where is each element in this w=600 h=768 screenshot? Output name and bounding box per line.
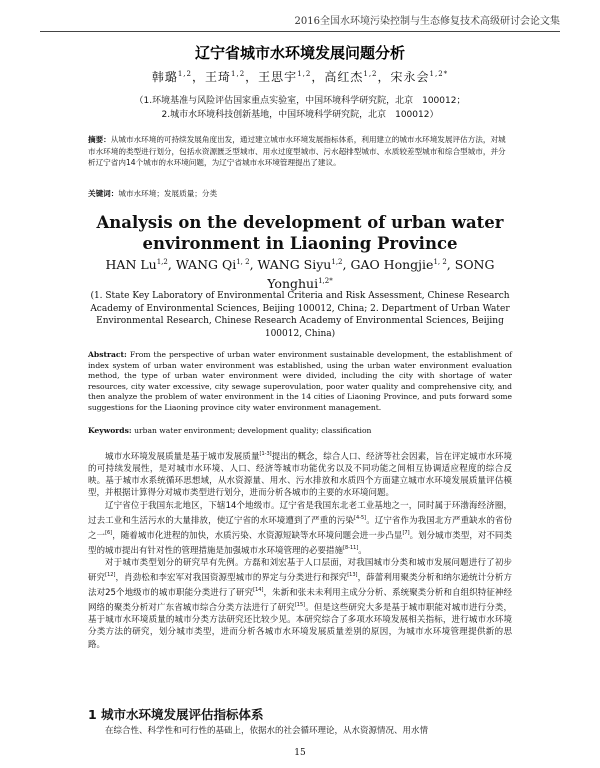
text-run: 在综合性、科学性和可行性的基础上，依据水的社会循环理论，从水资源情况、用水情: [105, 726, 429, 736]
author-name: 宋永会: [390, 70, 430, 84]
author-name: WANG Qi: [175, 257, 237, 273]
text-run: 对于城市类型划分的研究早有先例。方磊和刘宏基于人口层面，对我国城市分类和城市发展问题进行了初步研究: [88, 557, 512, 583]
body-paragraph: [88, 557, 512, 651]
author-affiliation-marker: 1,2*: [429, 70, 449, 78]
author-affiliation-marker: 1,2: [231, 70, 246, 78]
body-paragraph: [88, 725, 512, 737]
author-separator: ,: [446, 257, 455, 273]
author-separator: ,: [249, 257, 258, 273]
section-heading: 1 城市水环境发展评估指标体系: [88, 707, 264, 722]
running-header: 2016全国水环境污染控制与生态修复技术高级研讨会论文集: [40, 12, 560, 32]
text-run: ，薛蕾利用聚类分析和纳尔逊统计分析方法对25个地级市的城市职能分类进行了研究: [88, 572, 512, 598]
text-run: ，随着城市化进程的加快，水质污染、水资源短缺等水环境问题会进一步凸显: [112, 530, 403, 541]
english-title: Analysis on the development of urban water environment in Liaoning Province: [96, 213, 504, 253]
author-name: 韩璐: [151, 70, 178, 84]
english-authors: [96, 254, 504, 292]
citation-marker: [1-3]: [259, 451, 272, 457]
citation-marker: [12]: [105, 572, 116, 579]
author-affiliation-marker: 1,2: [177, 70, 192, 78]
author-separator: ，: [311, 70, 325, 84]
author-separator: ，: [191, 70, 205, 84]
text-run: 提出的概念，综合人口、经济等社会因素，旨在评定城市水环境的可持续发展性，是对城市水环境、人口、经济等城市功能优劣以及不同功能之间相互协调适应程度的综合反映。基于城市水系统循环思想域，从水资源量、用水、污水排放和水质四个方面建立城市水环境发展质量评估模型，并根据计算得分对城市类型进行划分，进而分析各城市的主要的水环境问题。: [88, 451, 512, 499]
body-paragraph: [88, 448, 512, 500]
text-run: 。但是这些研究大多是基于城市职能对城市进行分类，基于城市水环境质量的城市分类方法研究还比较少见。本研究综合了多项水环境发展相关指标，进行城市水环境分类方法的研究，划分城市类型，进而分析各城市水环境发展质量差别的原因，为城市水环境管理提供新的思路。: [88, 603, 512, 650]
author-separator: ，: [245, 70, 259, 84]
author-affiliation-marker: 1,2: [156, 258, 168, 266]
author-affiliation-marker: 1,2: [363, 70, 378, 78]
chinese-keywords-text: 城市水环境；发展质量；分类: [118, 189, 218, 198]
citation-marker: [14]: [253, 587, 264, 594]
author-name: GAO Hongjie: [350, 257, 434, 273]
english-keywords: [88, 426, 512, 435]
chinese-affiliation: [88, 94, 512, 122]
author-affiliation-marker: 1, 2: [433, 258, 447, 266]
english-abstract-label: Abstract:: [88, 350, 127, 359]
text-run: ，肖劲松和李宏军对我国资源型城市的界定与分类进行和探究: [115, 572, 348, 583]
citation-marker: [13]: [347, 572, 358, 579]
body-paragraph: [88, 500, 512, 557]
chinese-affiliation-line-1: （1.环境基准与风险评估国家重点实验室，中国环境科学研究院，北京 100012；: [134, 96, 466, 106]
author-affiliation-marker: 1, 2: [236, 258, 250, 266]
chinese-keywords: [88, 188, 512, 199]
author-name: HAN Lu: [105, 257, 157, 273]
author-separator: ，: [377, 70, 391, 84]
english-keywords-text: urban water environment; development quality; classification: [134, 426, 372, 435]
author-affiliation-marker: 1,2: [331, 258, 343, 266]
page-number: 15: [294, 748, 306, 758]
english-affiliation: (1. State Key Laboratory of Environmental Criteria and Risk Assessment, Chinese Research Academy of Environmental Sciences, Beijing 100012, China; 2. Department of Urban Water Environmental Research, Chinese Research Academy of Environmental Sciences, Beijing 100012, China): [90, 291, 510, 339]
chinese-affiliation-line-2: 2.城市水环境科技创新基地，中国环境科学研究院，北京 100012）: [161, 110, 439, 120]
text-run: 。辽宁省作为我国北方严重缺水的省份之一: [88, 515, 512, 541]
text-run: 辽宁省位于我国东北地区，下辖14个地级市。辽宁省是我国东北老工业基地之一，同时属于环渤海经济圈，过去工业和生活污水的大量排放，使辽宁省的水环境遭到了严重的污染: [88, 500, 512, 526]
chinese-abstract-label: 摘要：: [88, 135, 111, 144]
english-abstract: [88, 350, 512, 413]
body-text-continued: [88, 725, 512, 737]
text-run: 。划分城市类型，对不同类型的城市提出有针对性的管理措施是加强城市水环境管理的必要措施: [88, 530, 512, 556]
author-affiliation-marker: 1,2: [297, 70, 312, 78]
chinese-abstract: [88, 134, 512, 169]
citation-marker: [15]: [294, 602, 306, 609]
author-name: 高红杰: [324, 70, 364, 84]
english-abstract-text: From the perspective of urban water environment sustainable development, the establishment of index system of urban water environment was established, using the urban water environment evaluation method, the type of urban water environment were divided, including the city with shortage of water resources, city water excessive, city sewage superovulation, poor water quality and comprehensive city, and then analyze the problem of water environment in the 14 cities of Liaoning Province, and puts forward some suggestions for the Liaoning province city water environment management.: [88, 350, 512, 412]
citation-marker: [4-5]: [354, 514, 367, 521]
author-separator: ,: [342, 257, 351, 273]
author-separator: ,: [167, 257, 176, 273]
text-run: 城市水环境发展质量是基于城市发展质量: [105, 451, 260, 462]
english-keywords-label: Keywords:: [88, 426, 132, 435]
body-text: [88, 448, 512, 651]
author-name: 王琦: [205, 70, 232, 84]
author-affiliation-marker: 1,2*: [318, 277, 333, 286]
chinese-keywords-label: 关键词：: [88, 189, 119, 198]
text-run: 。: [358, 545, 367, 556]
citation-marker: [8-11]: [343, 544, 359, 551]
chinese-title: 辽宁省城市水环境发展问题分析: [194, 44, 405, 62]
author-name: SONG Yonghui: [267, 257, 495, 292]
citation-marker: [6]: [105, 529, 113, 536]
citation-marker: [7]: [402, 529, 410, 536]
text-run: ，朱新和张未未利用主成分分析、系统聚类分析和自组织特征神经网络的聚类分析对广东省城市综合分类方法进行了研究: [88, 588, 512, 614]
author-name: 王思宇: [258, 70, 298, 84]
author-name: WANG Siyu: [257, 257, 332, 273]
chinese-authors: [88, 68, 512, 85]
chinese-abstract-text: 从城市水环境的可持续发展角度出发，通过建立城市水环境发展指标体系，利用建立的城市水环境发展评估方法，对城市水环境的类型进行划分，包括水资源匮乏型城市、用水过度型城市、污水超排型城市、水质较差型城市和综合型城市，并分析辽宁省内14个城市的水环境问题，为辽宁省城市水环境管理提出了建议。: [88, 135, 506, 167]
